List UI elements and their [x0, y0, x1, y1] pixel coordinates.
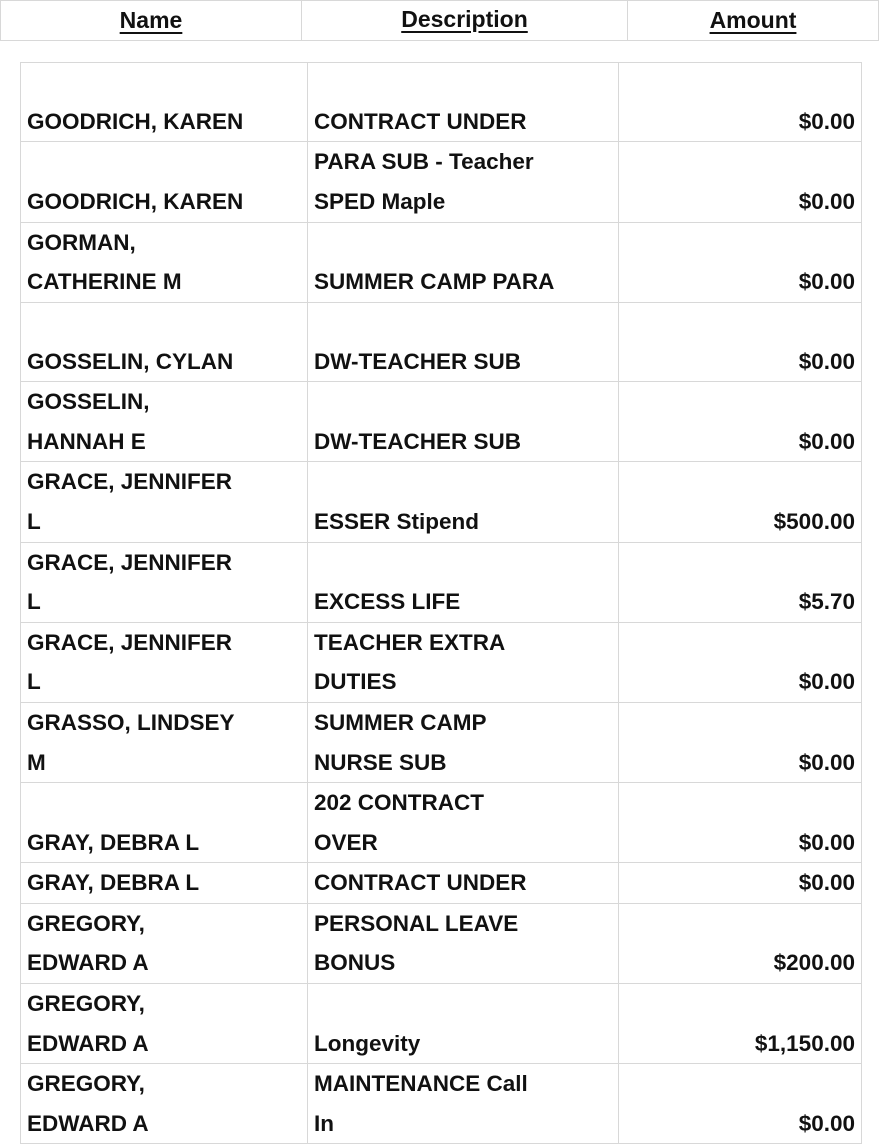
- amount-cell: $0.00: [619, 863, 862, 904]
- description-cell: ESSER Stipend: [308, 462, 619, 542]
- table-row: [21, 863, 862, 904]
- table-row: [21, 702, 862, 782]
- payroll-table: [20, 62, 862, 1144]
- amount-cell: $200.00: [619, 903, 862, 983]
- table-row: [21, 783, 862, 863]
- table-row: [21, 1064, 862, 1144]
- name-cell: GRACE, JENNIFER L: [21, 542, 308, 622]
- name-cell: GRACE, JENNIFER L: [21, 622, 308, 702]
- amount-cell: $0.00: [619, 382, 862, 462]
- description-cell: MAINTENANCE Call In: [308, 1064, 619, 1144]
- table-row: [21, 984, 862, 1064]
- table-row: [21, 622, 862, 702]
- description-cell: 202 CONTRACT OVER: [308, 783, 619, 863]
- description-cell: TEACHER EXTRA DUTIES: [308, 622, 619, 702]
- name-cell: GREGORY, EDWARD A: [21, 903, 308, 983]
- amount-cell: $5.70: [619, 542, 862, 622]
- table-row: [21, 903, 862, 983]
- amount-cell: $0.00: [619, 1064, 862, 1144]
- name-cell: GRAY, DEBRA L: [21, 863, 308, 904]
- amount-cell: $500.00: [619, 462, 862, 542]
- table-row: [21, 142, 862, 222]
- description-cell: DW-TEACHER SUB: [308, 382, 619, 462]
- description-cell: PARA SUB - Teacher SPED Maple: [308, 142, 619, 222]
- table-row: [21, 222, 862, 302]
- table-row: [21, 462, 862, 542]
- description-cell: SUMMER CAMP NURSE SUB: [308, 702, 619, 782]
- description-cell: SUMMER CAMP PARA: [308, 222, 619, 302]
- name-cell: GOODRICH, KAREN: [21, 63, 308, 142]
- name-cell: GREGORY, EDWARD A: [21, 984, 308, 1064]
- amount-cell: $0.00: [619, 142, 862, 222]
- amount-cell: $1,150.00: [619, 984, 862, 1064]
- name-cell: GORMAN, CATHERINE M: [21, 222, 308, 302]
- name-cell: GOODRICH, KAREN: [21, 142, 308, 222]
- amount-cell: $0.00: [619, 302, 862, 381]
- amount-cell: $0.00: [619, 63, 862, 142]
- table-header: [0, 0, 879, 41]
- amount-cell: $0.00: [619, 783, 862, 863]
- name-cell: GRACE, JENNIFER L: [21, 462, 308, 542]
- description-cell: Longevity: [308, 984, 619, 1064]
- header-name: Name: [1, 1, 302, 40]
- name-cell: GRAY, DEBRA L: [21, 783, 308, 863]
- table-row: [21, 302, 862, 381]
- table-row: [21, 542, 862, 622]
- header-description: Description: [302, 1, 628, 40]
- table-row: [21, 63, 862, 142]
- name-cell: GRASSO, LINDSEY M: [21, 702, 308, 782]
- description-cell: CONTRACT UNDER: [308, 863, 619, 904]
- table-row: [21, 382, 862, 462]
- amount-cell: $0.00: [619, 222, 862, 302]
- description-cell: CONTRACT UNDER: [308, 63, 619, 142]
- name-cell: GOSSELIN, HANNAH E: [21, 382, 308, 462]
- name-cell: GOSSELIN, CYLAN: [21, 302, 308, 381]
- amount-cell: $0.00: [619, 622, 862, 702]
- description-cell: DW-TEACHER SUB: [308, 302, 619, 381]
- header-amount: Amount: [709, 7, 797, 33]
- description-cell: PERSONAL LEAVE BONUS: [308, 903, 619, 983]
- name-cell: GREGORY, EDWARD A: [21, 1064, 308, 1144]
- description-cell: EXCESS LIFE: [308, 542, 619, 622]
- amount-cell: $0.00: [619, 702, 862, 782]
